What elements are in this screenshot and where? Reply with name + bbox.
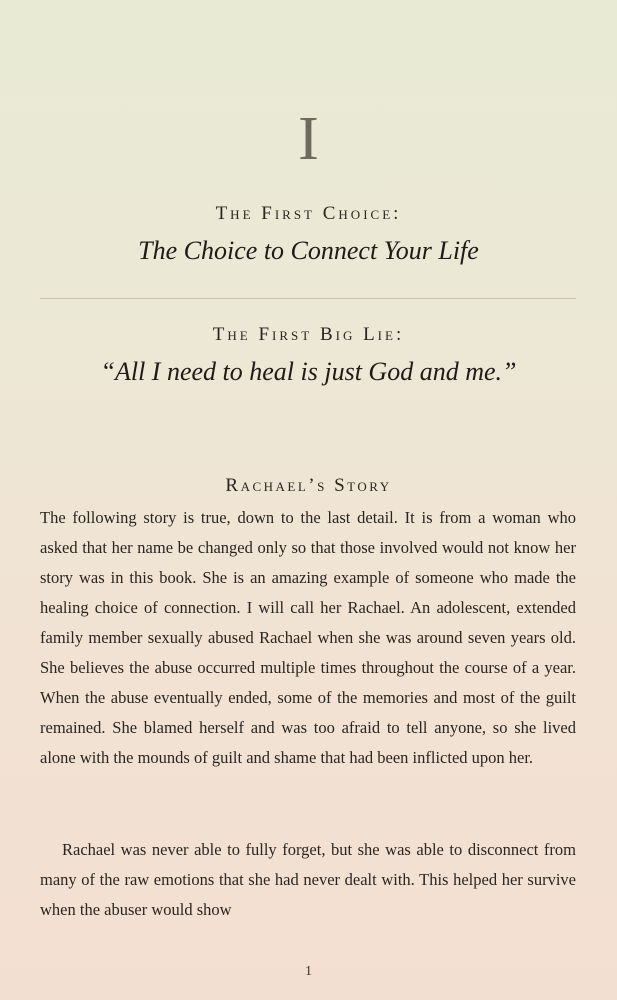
- story-paragraph-1: The following story is true, down to the last detail. It is from a woman who asked that her name be changed only so that those involved would not know her story was in this book. She is an amazing example of someone who made the healing choice of connection. I will call her Rachael. An adolescent, extended family member sexually abused Rachael when she was around seven years old. She believes the abuse occurred multiple times throughout the course of a year. When the abuse eventually ended, some of the memories and most of the guilt remained. She blamed herself and was too afraid to tell anyone, so she lived alone with the mounds of guilt and shame that had been inflicted upon her.: [40, 508, 576, 767]
- first-choice-subtitle: The Choice to Connect Your Life: [138, 236, 479, 265]
- story-paragraph-2: Rachael was never able to fully forget, but she was able to disconnect from many of the raw emotions that she had never dealt with. This helped her survive when the abuser would show: [40, 840, 576, 919]
- section-divider: [40, 298, 576, 299]
- first-lie-subtitle: “All I need to heal is just God and me.”: [100, 357, 517, 386]
- page-number: 1: [305, 964, 312, 979]
- first-choice-heading: The First Choice:: [215, 203, 402, 224]
- first-lie-heading: The First Big Lie:: [212, 324, 405, 345]
- part-number: I: [298, 105, 319, 173]
- story-title: Rachael’s Story: [225, 475, 392, 496]
